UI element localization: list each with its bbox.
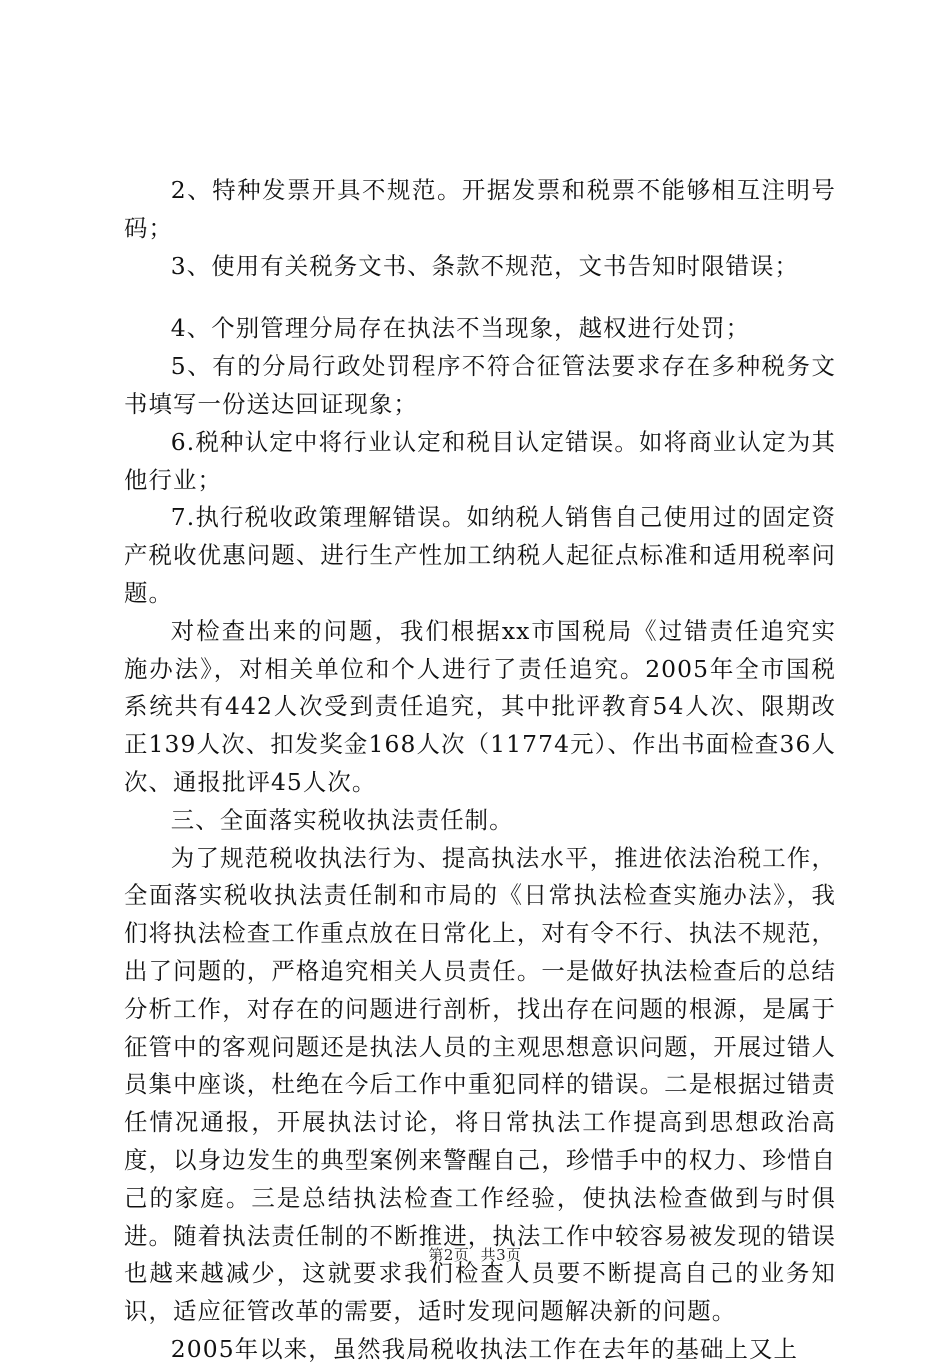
paragraph-item-3: 3、使用有关税务文书、条款不规范，文书告知时限错误； [170, 251, 800, 280]
paragraph-since-2005: 2005年以来，虽然我局税收执法工作在去年的基础上又上 [170, 1334, 799, 1363]
paragraph-item-4: 4、个别管理分局存在执法不当现象，越权进行处罚； [170, 314, 751, 343]
paragraph-item-2: 2、特种发票开具不规范。开据发票和税票不能够相互注明号码； [124, 176, 836, 242]
paragraph-item-5: 5、有的分局行政处罚程序不符合征管法要求存在多种税务文书填写一份送达回证现象； [124, 352, 836, 418]
page-total: 共3页 [480, 1246, 522, 1264]
paragraph-responsibility-system: 为了规范税收执法行为、提高执法水平，推进依法治税工作，全面落实税收执法责任制和市局的《日常执法检查实施办法》，我们将执法检查工作重点放在日常化上，对有令不行、执法不规范，出了问题的，严格追究相关人员责任。一是做好执法检查后的总结分析工作，对存在的问题进行剖析，找出存在问题的根源，是属于征管中的客观问题还是执法人员的主观思想意识问题，开展过错人员集中座谈，杜绝在今后工作中重犯同样的错误。二是根据过错责任情况通报，开展执法讨论，将日常执法工作提高到思想政治高度，以身边发生的典型案例来警醒自己，珍惜手中的权力、珍惜自己的家庭。三是总结执法检查工作经验，使执法检查做到与时俱进。随着执法责任制的不断推进，执法工作中较容易被发现的错误也越来越减少，这就要求我们检查人员要不断提高自己的业务知识，适应征管改革的需要，适时发现问题解决新的问题。 [124, 843, 836, 1326]
paragraph-accountability: 对检查出来的问题，我们根据xx市国税局《过错责任追究实施办法》，对相关单位和个人进行了责任追究。2005年全市国税系统共有442人次受到责任追究，其中批评教育54人次、限期改正139人次、扣发奖金168人次（11774元）、作出书面检查36人次、通报批评45人次。 [124, 616, 836, 796]
paragraph-item-7: 7.执行税收政策理解错误。如纳税人销售自己使用过的固定资产税收优惠问题、进行生产性加工纳税人起征点标准和适用税率问题。 [124, 503, 836, 607]
document-body [124, 172, 836, 1369]
paragraph-item-6: 6.税种认定中将行业认定和税目认定错误。如将商业认定为其他行业； [124, 427, 836, 494]
page-number: 第2页 [428, 1246, 470, 1264]
page-footer [0, 1244, 950, 1265]
section-heading-3: 三、全面落实税收执法责任制。 [170, 805, 514, 834]
